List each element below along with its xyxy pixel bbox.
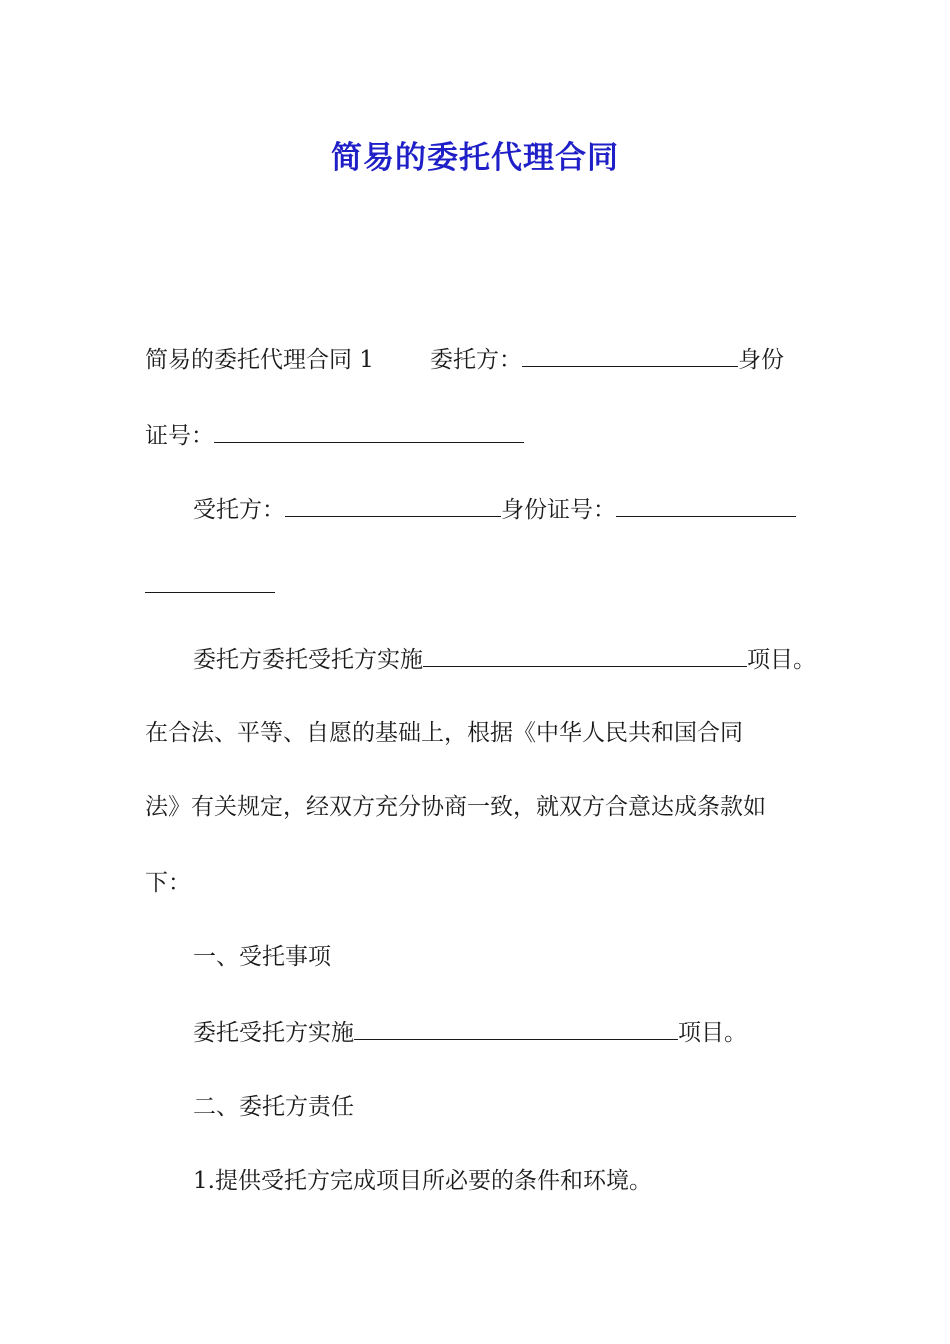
section2-heading: 二、委托方责任 (193, 1094, 354, 1120)
section2-item1: 1.提供受托方完成项目所必要的条件和环境。 (193, 1168, 652, 1194)
section1-text-end: 项目。 (678, 1020, 747, 1046)
intro-line (145, 344, 784, 375)
preamble-start: 委托方委托受托方实施 (193, 647, 423, 673)
agent-id-blank-continued (145, 570, 275, 593)
principal-id-blank (214, 420, 524, 443)
agent-label: 受托方： (193, 497, 285, 523)
section1-project-blank (354, 1017, 678, 1040)
principal-id-line (145, 420, 524, 451)
preamble-line-4: 下： (145, 870, 191, 896)
section1-text-start: 委托受托方实施 (193, 1020, 354, 1046)
project-blank (423, 644, 747, 667)
id-label-part1: 身份 (737, 347, 784, 373)
preamble-line-2: 在合法、平等、自愿的基础上，根据《中华人民共和国合同 (145, 720, 743, 746)
principal-name-blank (522, 344, 738, 367)
id-label-part2: 证号： (145, 423, 214, 449)
preamble-line-1 (193, 644, 816, 675)
contract-heading: 简易的委托代理合同 1 (145, 347, 374, 373)
document-title: 简易的委托代理合同 (331, 140, 619, 176)
agent-id-label: 身份证号： (501, 497, 616, 523)
preamble-end: 项目。 (747, 647, 816, 673)
principal-label: 委托方： (429, 347, 522, 373)
agent-name-blank (285, 494, 501, 517)
section1-heading: 一、受托事项 (193, 944, 331, 970)
agent-id-blank (616, 494, 796, 517)
agent-line (193, 494, 796, 525)
agent-id-blank-continued-line (145, 570, 275, 601)
section1-text (193, 1017, 747, 1048)
preamble-line-3: 法》有关规定，经双方充分协商一致，就双方合意达成条款如 (145, 794, 766, 820)
